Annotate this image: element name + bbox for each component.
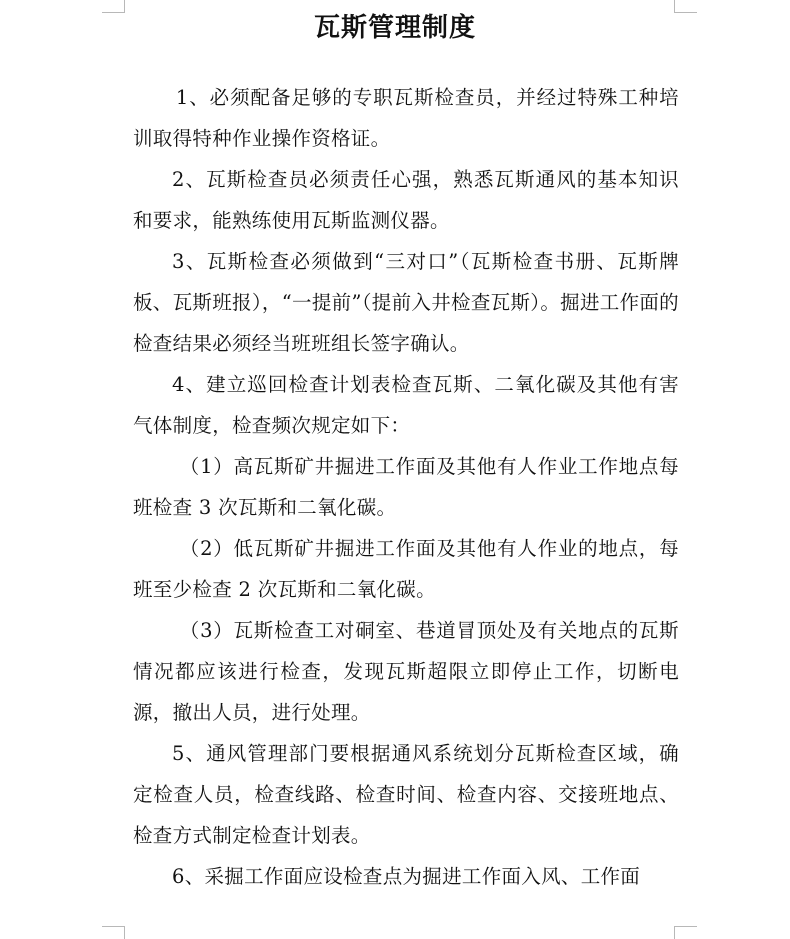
paragraph-6: 6、采掘工作面应设检查点为掘进工作面入风、工作面 <box>172 865 641 888</box>
paragraph-5: 5、通风管理部门要根据通风系统划分瓦斯检查区域，确定检查人员，检查线路、检查时间、检查内容、交接班地点、检查方式制定检查计划表。 <box>133 742 679 847</box>
paragraph-2: 2、瓦斯检查员必须责任心强，熟悉瓦斯通风的基本知识和要求，能熟练使用瓦斯监测仪器。 <box>133 168 679 232</box>
paragraph-4-item-2: （2）低瓦斯矿井掘进工作面及其他有人作业的地点，每班至少检查 2 次瓦斯和二氧化碳。 <box>133 537 679 601</box>
page-corner-mark-bottom-left <box>102 926 125 939</box>
paragraph-1: 1、必须配备足够的专职瓦斯检查员，并经过特殊工种培训取得特种作业操作资格证。 <box>133 86 679 150</box>
page-corner-mark-bottom-right <box>674 926 697 939</box>
document-title: 瓦斯管理制度 <box>313 13 476 43</box>
paragraph-4-item-1: （1）高瓦斯矿井掘进工作面及其他有人作业工作地点每班检查 3 次瓦斯和二氧化碳。 <box>133 455 679 519</box>
paragraph-4: 4、建立巡回检查计划表检查瓦斯、二氧化碳及其他有害气体制度，检查频次规定如下： <box>133 373 679 437</box>
paragraph-4-item-3: （3）瓦斯检查工对硐室、巷道冒顶处及有关地点的瓦斯情况都应该进行检查，发现瓦斯超限立即停止工作，切断电源，撤出人员，进行处理。 <box>133 619 679 724</box>
paragraph-3: 3、瓦斯检查必须做到“三对口”（瓦斯检查书册、瓦斯牌板、瓦斯班报），“一提前”（提前入井检查瓦斯）。掘进工作面的检查结果必须经当班班组长签字确认。 <box>133 250 679 355</box>
document-body <box>133 77 679 897</box>
